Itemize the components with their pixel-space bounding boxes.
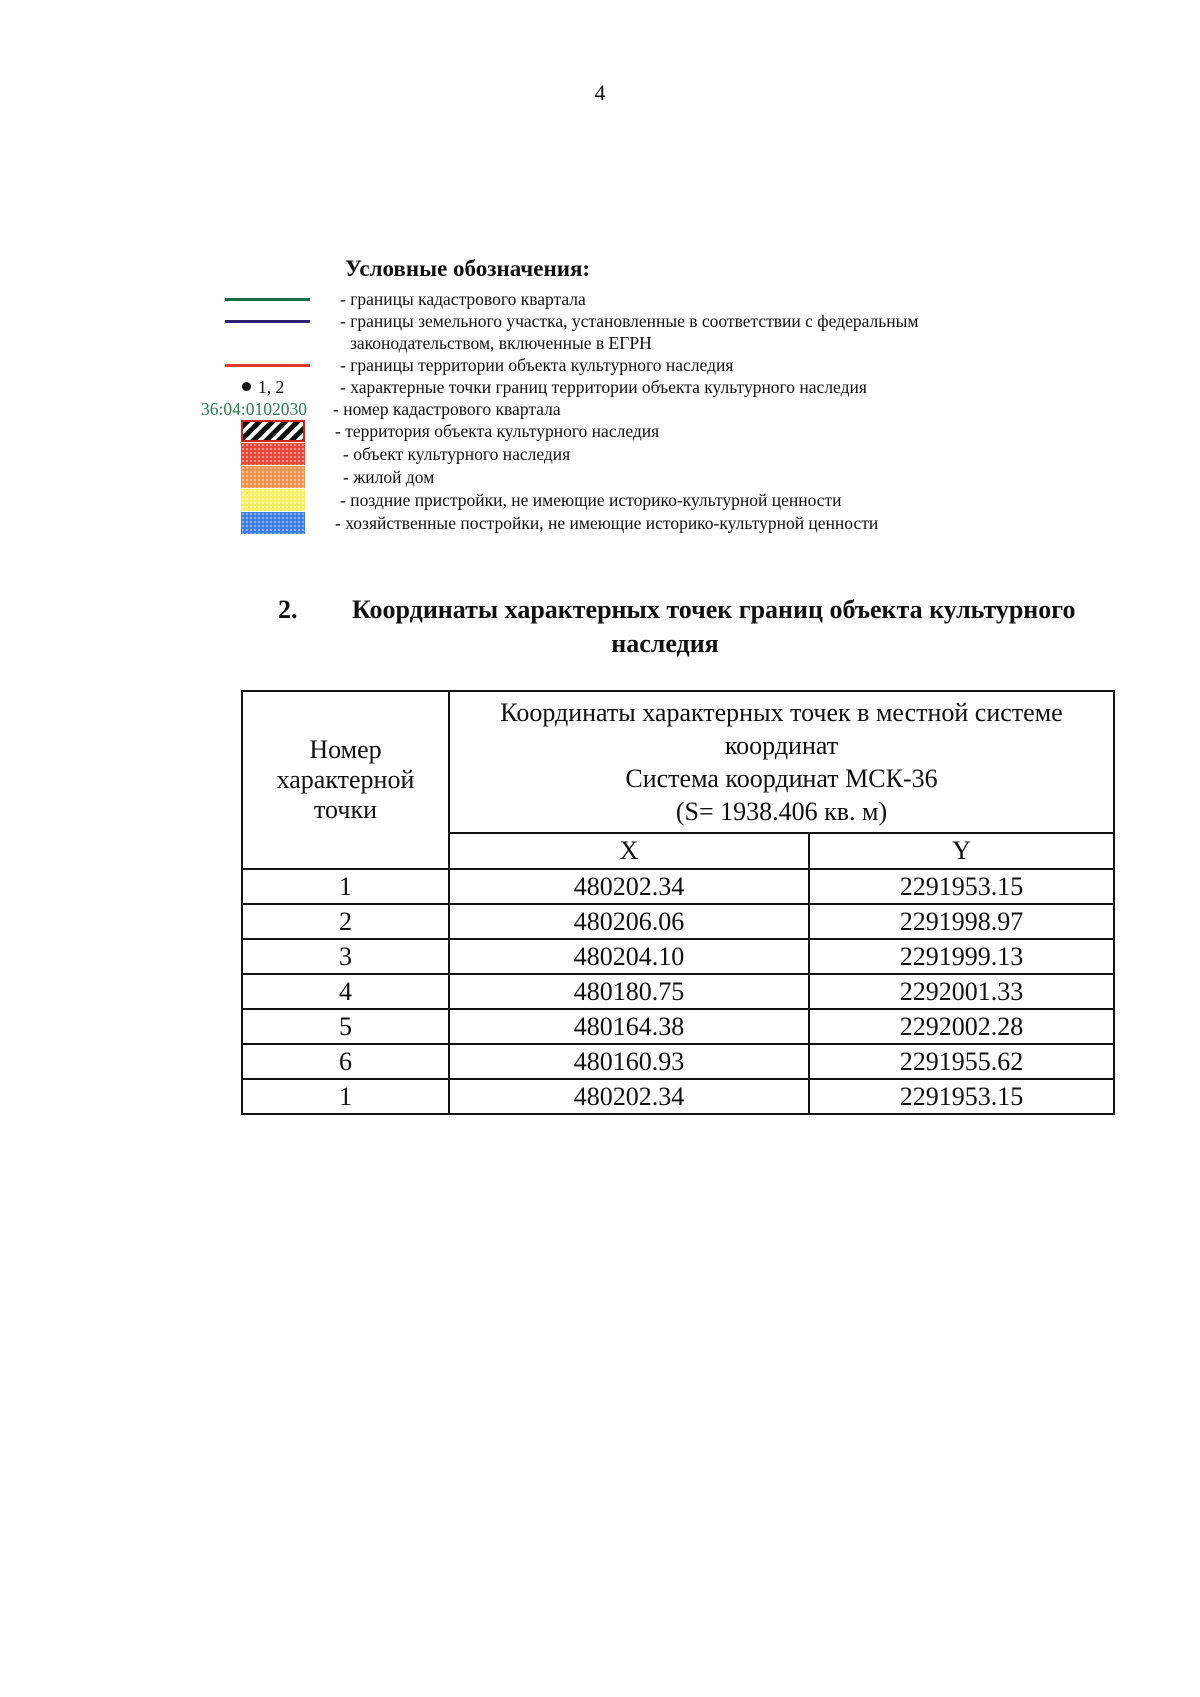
legend-item-heritage-object bbox=[180, 443, 1080, 465]
legend-text: - границы земельного участка, установленные в соответствии с федеральным bbox=[340, 311, 919, 331]
red-line-icon bbox=[225, 364, 310, 367]
legend-item-residential-house bbox=[180, 466, 1080, 488]
legend-text: - территория объекта культурного наследия bbox=[335, 421, 660, 441]
legend-text: - жилой дом bbox=[343, 467, 435, 487]
legend-text: - поздние пристройки, не имеющие историко-культурной ценности bbox=[340, 490, 842, 510]
section-title-line1: Координаты характерных точек границ объекта культурного bbox=[352, 595, 1076, 624]
header-x: X bbox=[449, 833, 809, 869]
legend-title: Условные обозначения: bbox=[345, 256, 591, 281]
coord-y: 2291955.62 bbox=[809, 1044, 1114, 1079]
purple-line-icon bbox=[225, 320, 310, 323]
coord-y: 2291953.15 bbox=[809, 1079, 1114, 1114]
legend-item-cadastral-quarter bbox=[180, 288, 1080, 310]
point-number: 1 bbox=[242, 1079, 449, 1114]
header-coordinates: Координаты характерных точек в местной системе координат Система координат МСК-36 (S= 1938.406 кв. м) bbox=[449, 691, 1114, 833]
coord-y: 2291998.97 bbox=[809, 904, 1114, 939]
coord-y: 2291953.15 bbox=[809, 869, 1114, 904]
section-title-line2: наследия bbox=[611, 629, 719, 658]
coord-y: 2291999.13 bbox=[809, 939, 1114, 974]
header-point-number: Номер характерной точки bbox=[242, 691, 449, 869]
coord-x: 480160.93 bbox=[449, 1044, 809, 1079]
coord-x: 480204.10 bbox=[449, 939, 809, 974]
legend-item-heritage-territory bbox=[180, 420, 1080, 442]
coord-x: 480180.75 bbox=[449, 974, 809, 1009]
coord-x: 480202.34 bbox=[449, 1079, 809, 1114]
table-row bbox=[242, 869, 1114, 904]
coord-x: 480202.34 bbox=[449, 869, 809, 904]
legend-text-continued: законодательством, включенные в ЕГРН bbox=[350, 333, 652, 353]
header-y: Y bbox=[809, 833, 1114, 869]
coordinates-table bbox=[241, 690, 1115, 1115]
orange-swatch-icon bbox=[241, 466, 305, 488]
table-row bbox=[242, 1044, 1114, 1079]
table-row bbox=[242, 1009, 1114, 1044]
table-row bbox=[242, 974, 1114, 1009]
blue-swatch-icon bbox=[241, 512, 305, 534]
legend-text: - объект культурного наследия bbox=[343, 444, 571, 464]
legend-text: - границы территории объекта культурного наследия bbox=[340, 355, 734, 375]
section-number: 2. bbox=[278, 595, 298, 624]
point-number: 2 bbox=[242, 904, 449, 939]
table-row bbox=[242, 904, 1114, 939]
legend-text: - характерные точки границ территории объекта культурного наследия bbox=[340, 377, 867, 397]
legend-text: - границы кадастрового квартала bbox=[340, 289, 586, 309]
hatch-swatch-icon bbox=[241, 420, 305, 442]
yellow-swatch-icon bbox=[241, 489, 305, 511]
legend-item-quarter-number bbox=[180, 398, 1080, 420]
legend-item-characteristic-points bbox=[180, 376, 1080, 398]
table-row bbox=[242, 939, 1114, 974]
table-row bbox=[242, 1079, 1114, 1114]
green-line-icon bbox=[225, 298, 310, 301]
point-number: 5 bbox=[242, 1009, 449, 1044]
point-number: 6 bbox=[242, 1044, 449, 1079]
red-swatch-icon bbox=[241, 443, 305, 465]
quarter-code-label: 36:04:0102030 bbox=[201, 399, 307, 419]
page-number: 4 bbox=[594, 80, 606, 105]
point-icon bbox=[242, 382, 251, 391]
coord-y: 2292001.33 bbox=[809, 974, 1114, 1009]
legend-text: - хозяйственные постройки, не имеющие историко-культурной ценности bbox=[335, 513, 879, 533]
point-number: 4 bbox=[242, 974, 449, 1009]
coord-x: 480206.06 bbox=[449, 904, 809, 939]
point-label: 1, 2 bbox=[258, 377, 285, 397]
coord-y: 2292002.28 bbox=[809, 1009, 1114, 1044]
legend-item-late-additions bbox=[180, 489, 1080, 511]
legend-text: - номер кадастрового квартала bbox=[333, 399, 561, 419]
legend-item-heritage-territory-line bbox=[180, 354, 1080, 376]
point-number: 3 bbox=[242, 939, 449, 974]
legend-item-land-plot bbox=[180, 310, 1080, 354]
legend-item-outbuildings bbox=[180, 512, 1080, 534]
point-number: 1 bbox=[242, 869, 449, 904]
coord-x: 480164.38 bbox=[449, 1009, 809, 1044]
